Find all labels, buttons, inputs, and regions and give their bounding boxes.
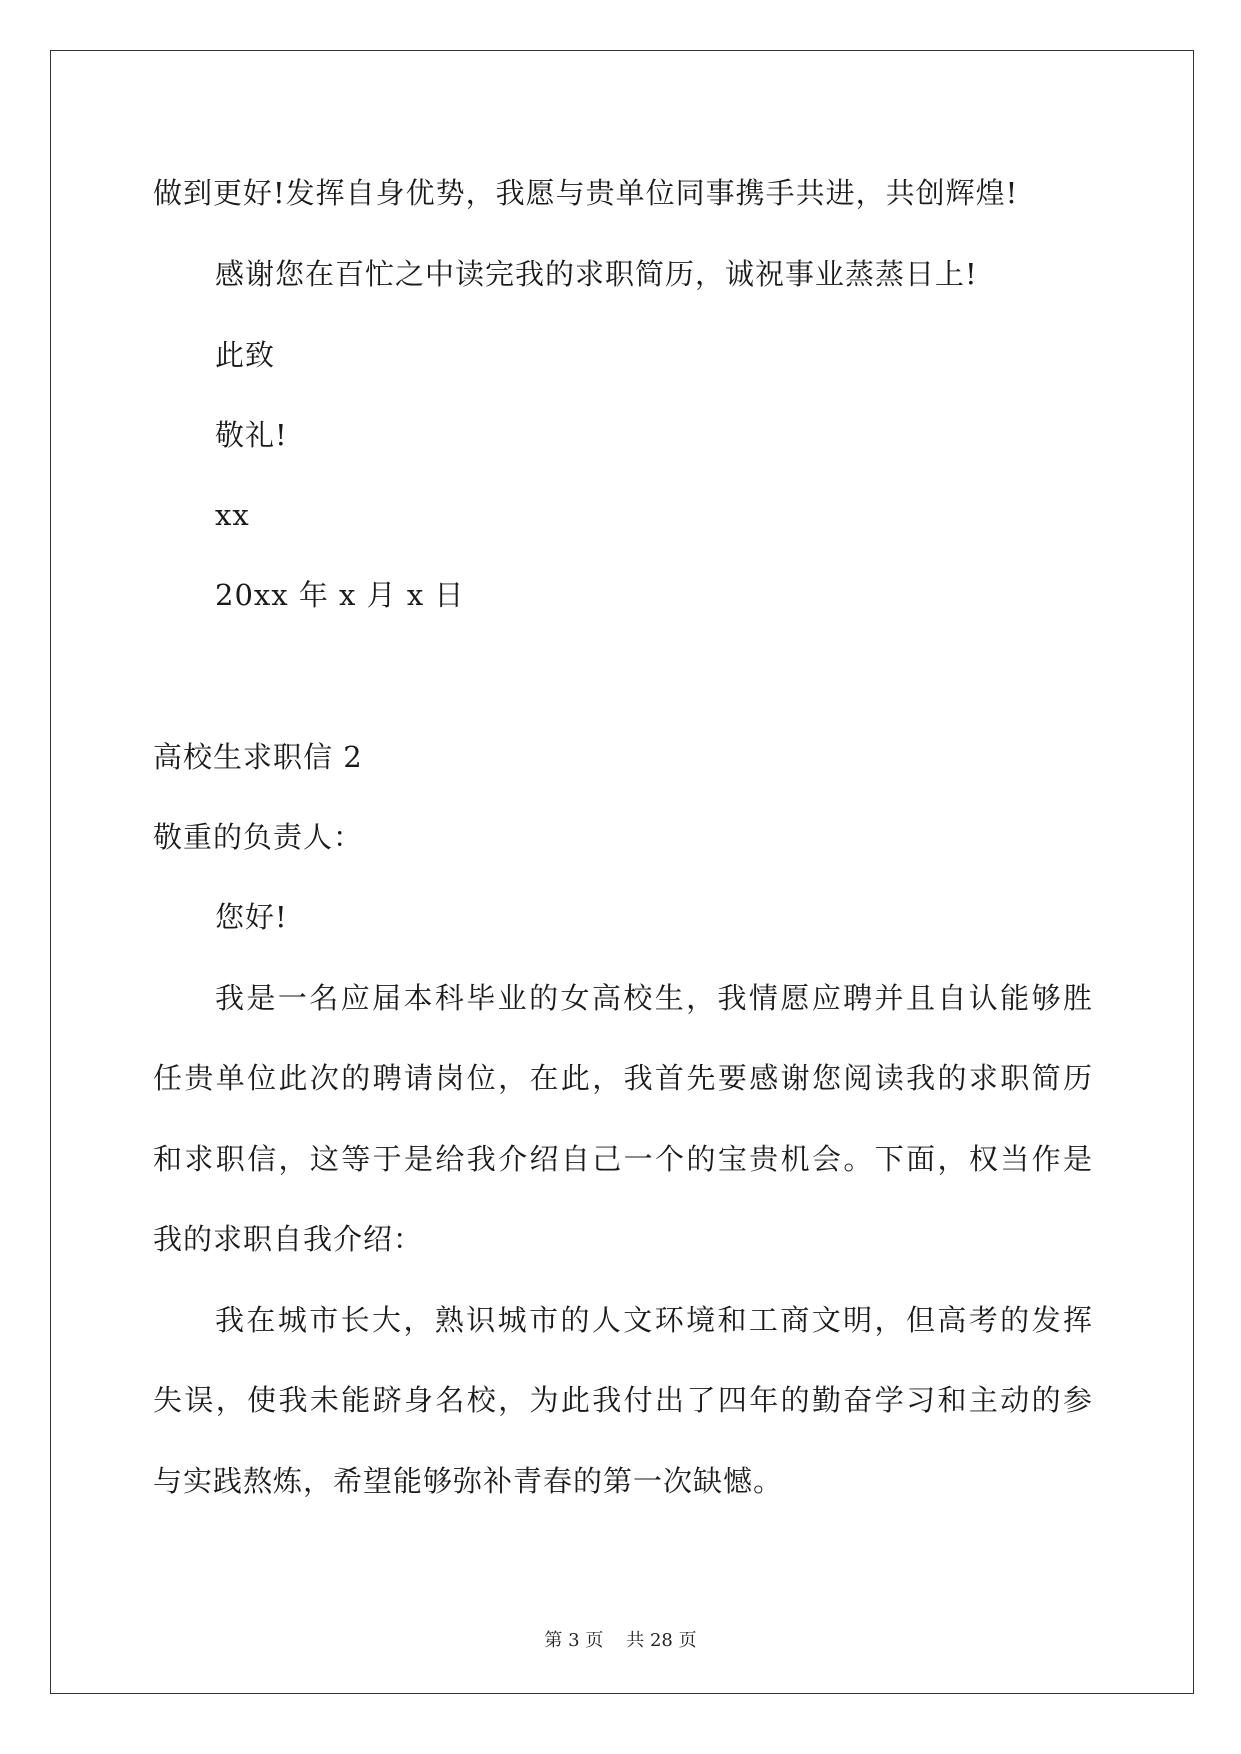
text-line: 与实践熬炼，希望能够弥补青春的第一次缺憾。 bbox=[153, 1464, 784, 1498]
page-frame bbox=[50, 50, 1194, 1694]
page-number: 第 3 页 bbox=[544, 1630, 604, 1651]
text-line: 我是一名应届本科毕业的女高校生，我情愿应聘并且自认能够胜 bbox=[215, 981, 1093, 1015]
closing-line: 此致 bbox=[215, 338, 276, 372]
text-line: 做到更好!发挥自身优势，我愿与贵单位同事携手共进，共创辉煌! bbox=[153, 176, 1019, 210]
text-line: 感谢您在百忙之中读完我的求职简历，诚祝事业蒸蒸日上! bbox=[215, 257, 978, 291]
salutation-line: 敬礼! bbox=[215, 418, 288, 452]
signature-name: xx bbox=[215, 498, 250, 532]
text-line: 您好! bbox=[215, 900, 288, 934]
text-line: 失误，使我未能跻身名校，为此我付出了四年的勤奋学习和主动的参 bbox=[153, 1383, 1093, 1417]
section-heading: 高校生求职信 2 bbox=[153, 740, 363, 774]
text-line: 任贵单位此次的聘请岗位，在此，我首先要感谢您阅读我的求职简历 bbox=[153, 1061, 1093, 1095]
text-line: 我在城市长大，熟识城市的人文环境和工商文明，但高考的发挥 bbox=[215, 1303, 1093, 1337]
text-line: 和求职信，这等于是给我介绍自己一个的宝贵机会。下面，权当作是 bbox=[153, 1142, 1093, 1176]
text-line: 我的求职自我介绍： bbox=[153, 1222, 424, 1256]
signature-date: 20xx 年 x 月 x 日 bbox=[215, 578, 465, 612]
page-total: 共 28 页 bbox=[626, 1630, 697, 1651]
greeting-line: 敬重的负责人： bbox=[153, 820, 364, 854]
page-footer bbox=[0, 1629, 1241, 1653]
